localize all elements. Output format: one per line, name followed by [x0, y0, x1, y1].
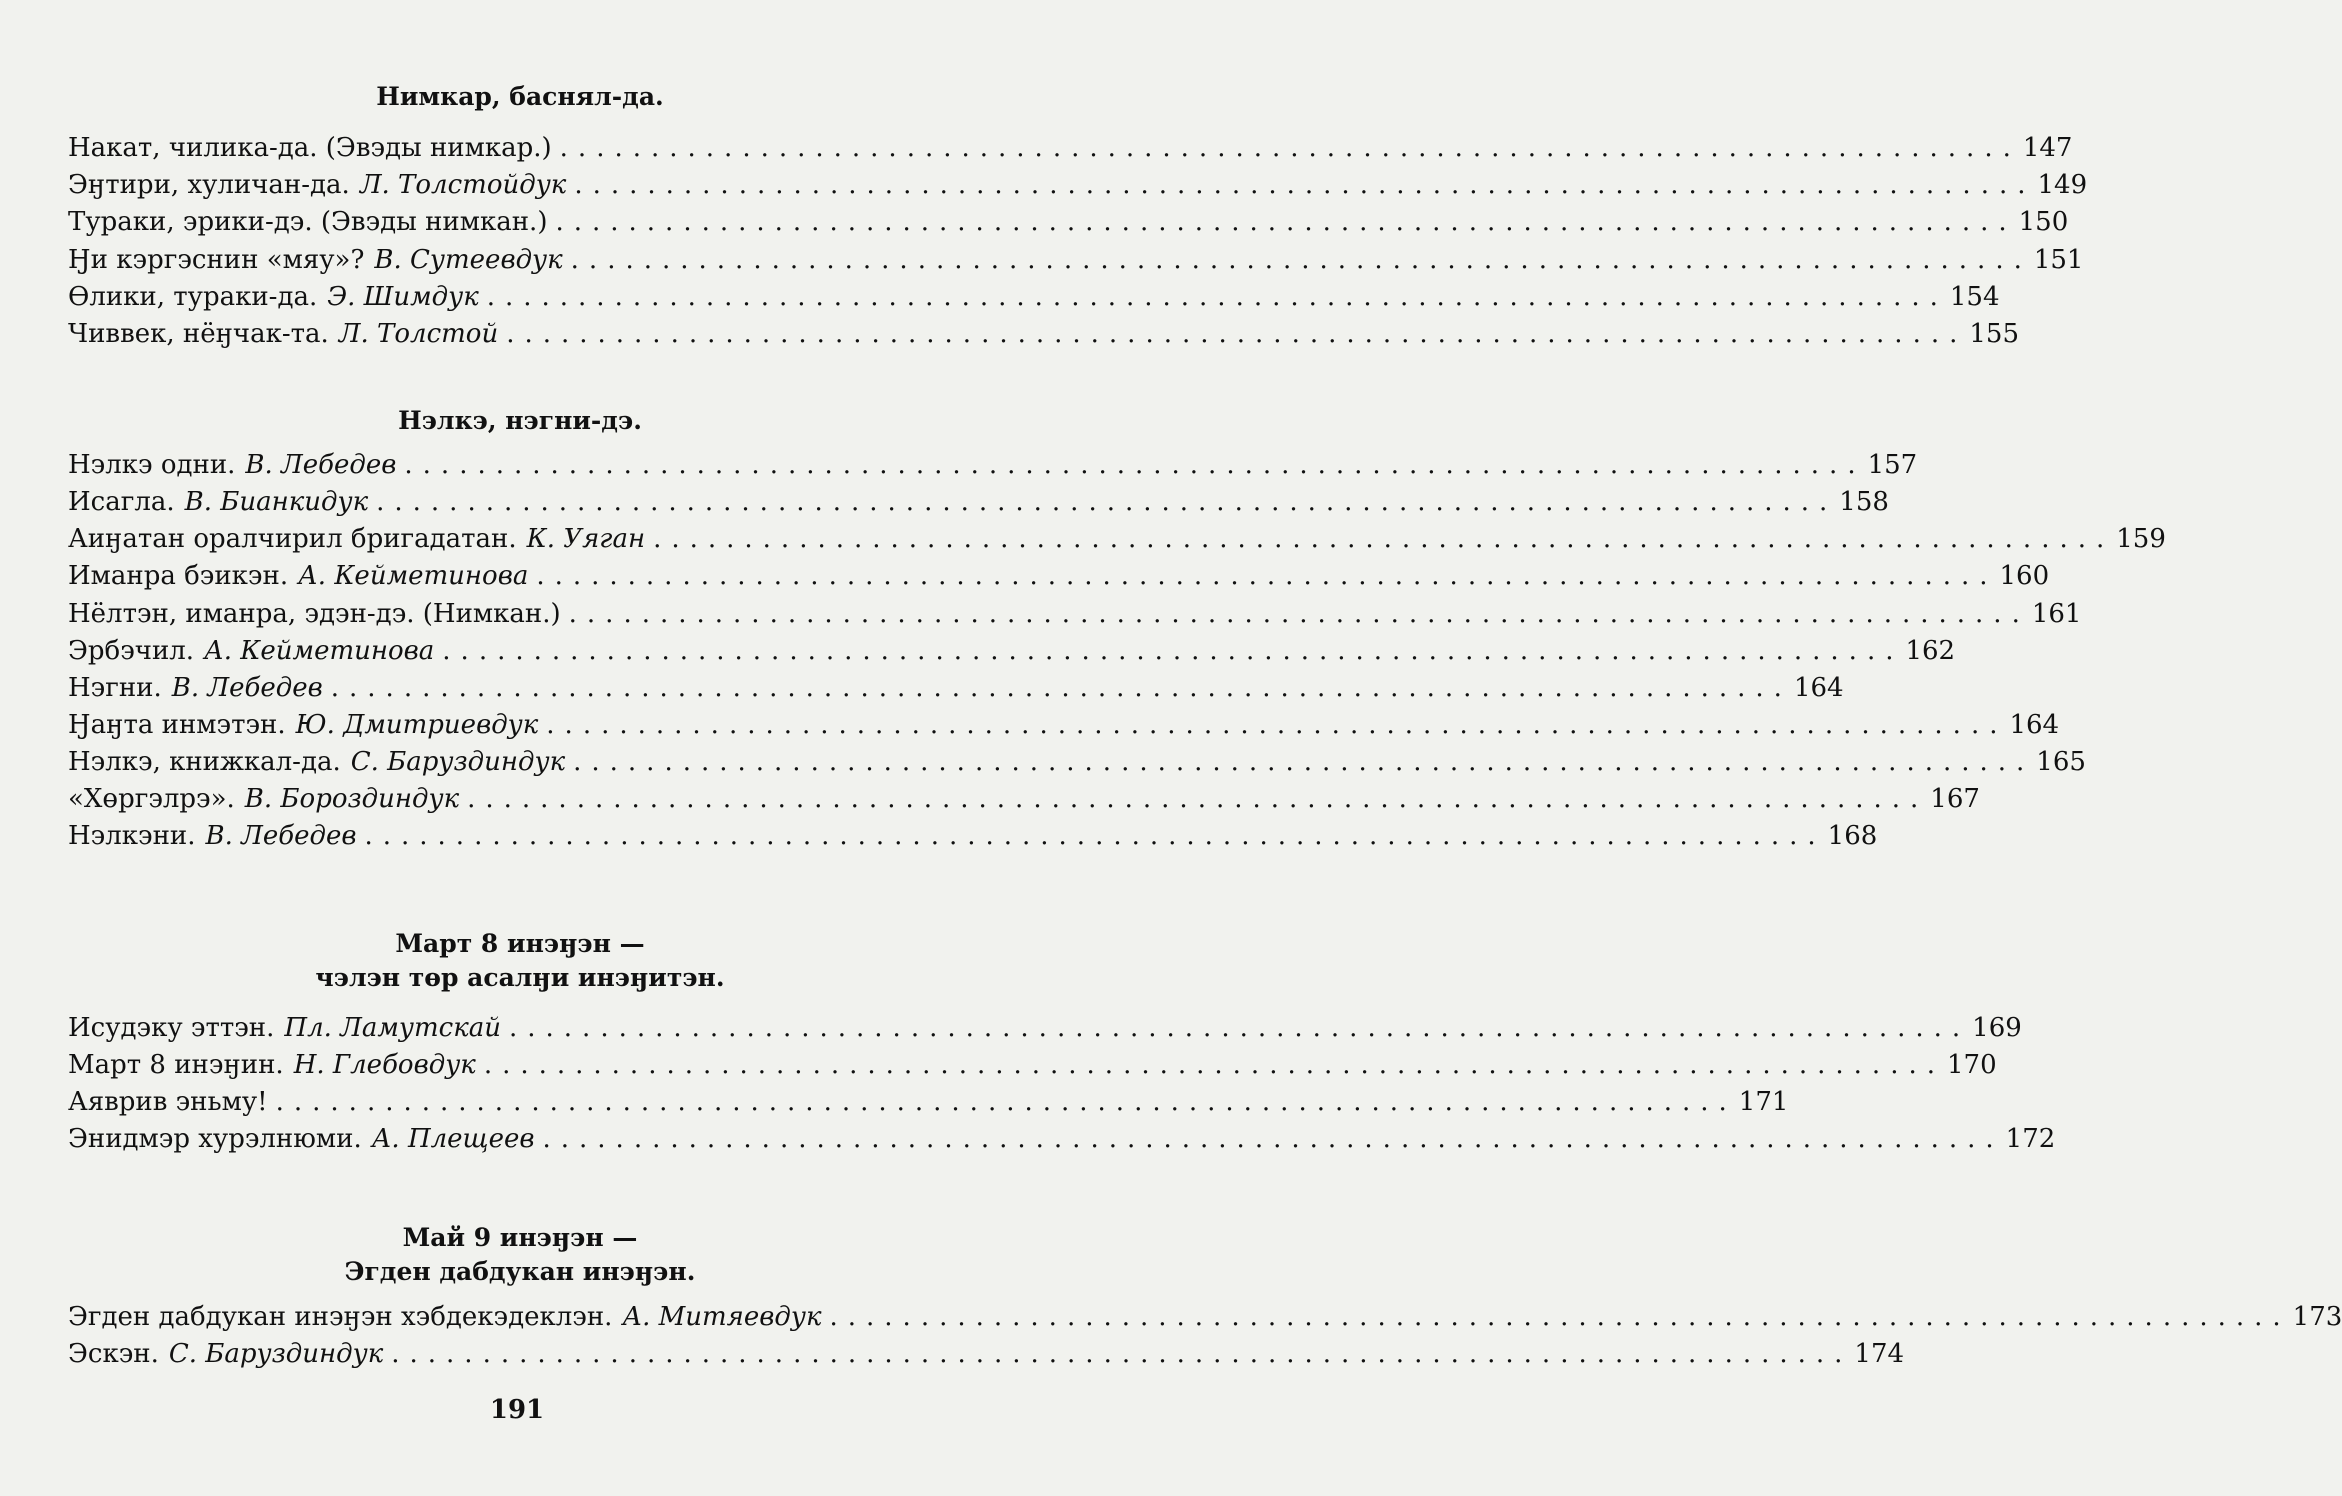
dot-leader: ................................................................................	[509, 1013, 1971, 1043]
toc-entry	[68, 596, 2082, 632]
toc-entry	[68, 744, 2086, 780]
dot-leader: ................................................................................	[574, 170, 2036, 200]
dot-leader: ................................................................................	[570, 245, 2032, 275]
dot-leader: ................................................................................	[829, 1302, 2291, 1332]
entry-page: 167	[1930, 784, 1980, 814]
page-number: 191	[489, 1395, 545, 1425]
section-heading-line: Май 9 инэӈэн —	[402, 1223, 638, 1252]
entry-title: Эскэн.	[68, 1339, 159, 1369]
entry-page: 172	[2005, 1124, 2056, 1154]
dot-leader: ................................................................................	[404, 450, 1866, 480]
entry-title: Өлики, тураки-да.	[68, 282, 318, 312]
entry-page: 165	[2036, 747, 2086, 777]
entry-title: Энидмэр хурэлнюми.	[68, 1124, 362, 1154]
section-heading-line: Нэлкэ, нэгни-дэ.	[398, 406, 642, 435]
section-heading	[0, 80, 1040, 114]
entry-author: Л. Толстойдук	[359, 170, 567, 200]
entry-title: Аиӈатан оралчирил бригадатан.	[68, 524, 517, 554]
toc-entry	[68, 818, 1878, 854]
dot-leader: ................................................................................	[555, 207, 2017, 237]
entry-title: «Хөргэлрэ».	[68, 784, 235, 814]
entry-page: 162	[1905, 636, 1956, 666]
entry-title: Эгден дабдукан инэӈэн хэбдекэдеклэн.	[68, 1302, 613, 1332]
section-heading	[0, 1221, 1040, 1289]
entry-title: Нэгни.	[68, 673, 162, 703]
entry-title: Исудэку эттэн.	[68, 1013, 275, 1043]
entry-page: 160	[1999, 561, 2050, 591]
dot-leader: ................................................................................	[653, 524, 2115, 554]
entry-title: Иманра бэикэн.	[68, 561, 289, 591]
dot-leader: ................................................................................	[376, 487, 1838, 517]
dot-leader: ................................................................................	[330, 673, 1792, 703]
section-heading-line: Эгден дабдукан инэӈэн.	[344, 1257, 696, 1286]
dot-leader: ................................................................................	[546, 710, 2008, 740]
entry-author: А. Кейметинова	[204, 636, 435, 666]
section-heading	[0, 927, 1040, 995]
section-heading-line: Март 8 инэӈэн —	[395, 929, 645, 958]
entry-title: Тураки, эрики-дэ. (Эвэды нимкан.)	[68, 207, 548, 237]
entry-title: Ӈи кэргэснин «мяу»?	[68, 245, 365, 275]
section-heading-line: чэлэн төр асалӈи инэӈитэн.	[315, 963, 725, 992]
toc-entry	[68, 1336, 1905, 1372]
entry-title: Накат, чилика-да. (Эвэды нимкар.)	[68, 133, 552, 163]
toc-entry	[68, 1299, 2342, 1335]
entry-author: В. Бороздиндук	[244, 784, 460, 814]
entry-author: А. Кейметинова	[298, 561, 529, 591]
toc-entry	[68, 670, 1844, 706]
toc-entry	[68, 707, 2060, 743]
dot-leader: ................................................................................	[559, 133, 2021, 163]
dot-leader: ................................................................................	[568, 599, 2030, 629]
toc-entry	[68, 204, 2069, 240]
entry-page: 174	[1854, 1339, 1905, 1369]
toc-entry	[68, 130, 2073, 166]
dot-leader: ................................................................................	[364, 821, 1826, 851]
dot-leader: ................................................................................	[442, 636, 1904, 666]
entry-author: В. Бианкидук	[184, 487, 369, 517]
dot-leader: ................................................................................	[483, 1050, 1945, 1080]
dot-leader: ................................................................................	[467, 784, 1929, 814]
dot-leader: ................................................................................	[391, 1339, 1853, 1369]
entry-title: Март 8 инэӈин.	[68, 1050, 284, 1080]
entry-title: Нэлкэ, книжкал-да.	[68, 747, 341, 777]
dot-leader: ................................................................................	[536, 561, 1998, 591]
entry-title: Эӈтири, хуличан-да.	[68, 170, 350, 200]
entry-page: 158	[1839, 487, 1889, 517]
entry-title: Аяврив эньму!	[68, 1087, 268, 1117]
entry-author: Э. Шимдук	[327, 282, 479, 312]
entry-page: 164	[1793, 673, 1844, 703]
entry-author: Н. Глебовдук	[293, 1050, 476, 1080]
toc-entry	[68, 633, 1956, 669]
entry-page: 168	[1827, 821, 1878, 851]
entry-title: Ӈаӈта инмэтэн.	[68, 710, 286, 740]
toc-entry	[68, 316, 2019, 352]
dot-leader: ................................................................................	[542, 1124, 2004, 1154]
entry-title: Нэлкэ одни.	[68, 450, 236, 480]
entry-title: Нёлтэн, иманра, эдэн-дэ. (Нимкан.)	[68, 599, 561, 629]
entry-author: Л. Толстой	[338, 319, 499, 349]
entry-page: 171	[1738, 1087, 1789, 1117]
toc-entry	[68, 1047, 1997, 1083]
toc-entry	[68, 558, 2050, 594]
entry-page: 161	[2031, 599, 2082, 629]
toc-entry	[68, 167, 2088, 203]
entry-page: 170	[1946, 1050, 1997, 1080]
toc-entry	[68, 1010, 2022, 1046]
entry-page: 164	[2009, 710, 2060, 740]
entry-author: В. Сутеевдук	[374, 245, 563, 275]
entry-page: 149	[2037, 170, 2088, 200]
section-heading-line: Нимкар, баснял-да.	[376, 82, 664, 111]
entry-title: Нэлкэни.	[68, 821, 196, 851]
dot-leader: ................................................................................	[486, 282, 1948, 312]
dot-leader: ................................................................................	[573, 747, 2035, 777]
entry-page: 155	[1969, 319, 2019, 349]
entry-page: 147	[2022, 133, 2073, 163]
entry-author: С. Баруздиндук	[168, 1339, 384, 1369]
dot-leader: ................................................................................	[275, 1087, 1737, 1117]
toc-entry	[68, 521, 2166, 557]
entry-author: А. Плещеев	[371, 1124, 535, 1154]
entry-page: 159	[2116, 524, 2166, 554]
entry-page: 169	[1972, 1013, 2022, 1043]
dot-leader: ................................................................................	[506, 319, 1968, 349]
entry-title: Чиввек, нёӈчак-та.	[68, 319, 329, 349]
entry-author: С. Баруздиндук	[350, 747, 566, 777]
entry-title: Эрбэчил.	[68, 636, 195, 666]
entry-author: К. Уяган	[526, 524, 646, 554]
entry-title: Исагла.	[68, 487, 175, 517]
toc-entry	[68, 242, 2084, 278]
entry-author: В. Лебедев	[205, 821, 357, 851]
toc-entry	[68, 484, 1889, 520]
toc-entry	[68, 279, 2000, 315]
section-heading	[0, 404, 1040, 438]
entry-page: 154	[1949, 282, 2000, 312]
entry-author: Ю. Дмитриевдук	[295, 710, 539, 740]
toc-entry	[68, 1084, 1789, 1120]
entry-page: 151	[2033, 245, 2084, 275]
entry-page: 173	[2292, 1302, 2342, 1332]
entry-page: 150	[2018, 207, 2069, 237]
entry-page: 157	[1867, 450, 1918, 480]
entry-author: А. Митяевдук	[622, 1302, 822, 1332]
toc-entry	[68, 781, 1980, 817]
entry-author: Пл. Ламутскай	[284, 1013, 501, 1043]
entry-author: В. Лебедев	[245, 450, 397, 480]
entry-author: В. Лебедев	[171, 673, 323, 703]
toc-entry	[68, 447, 1918, 483]
toc-entry	[68, 1121, 2056, 1157]
